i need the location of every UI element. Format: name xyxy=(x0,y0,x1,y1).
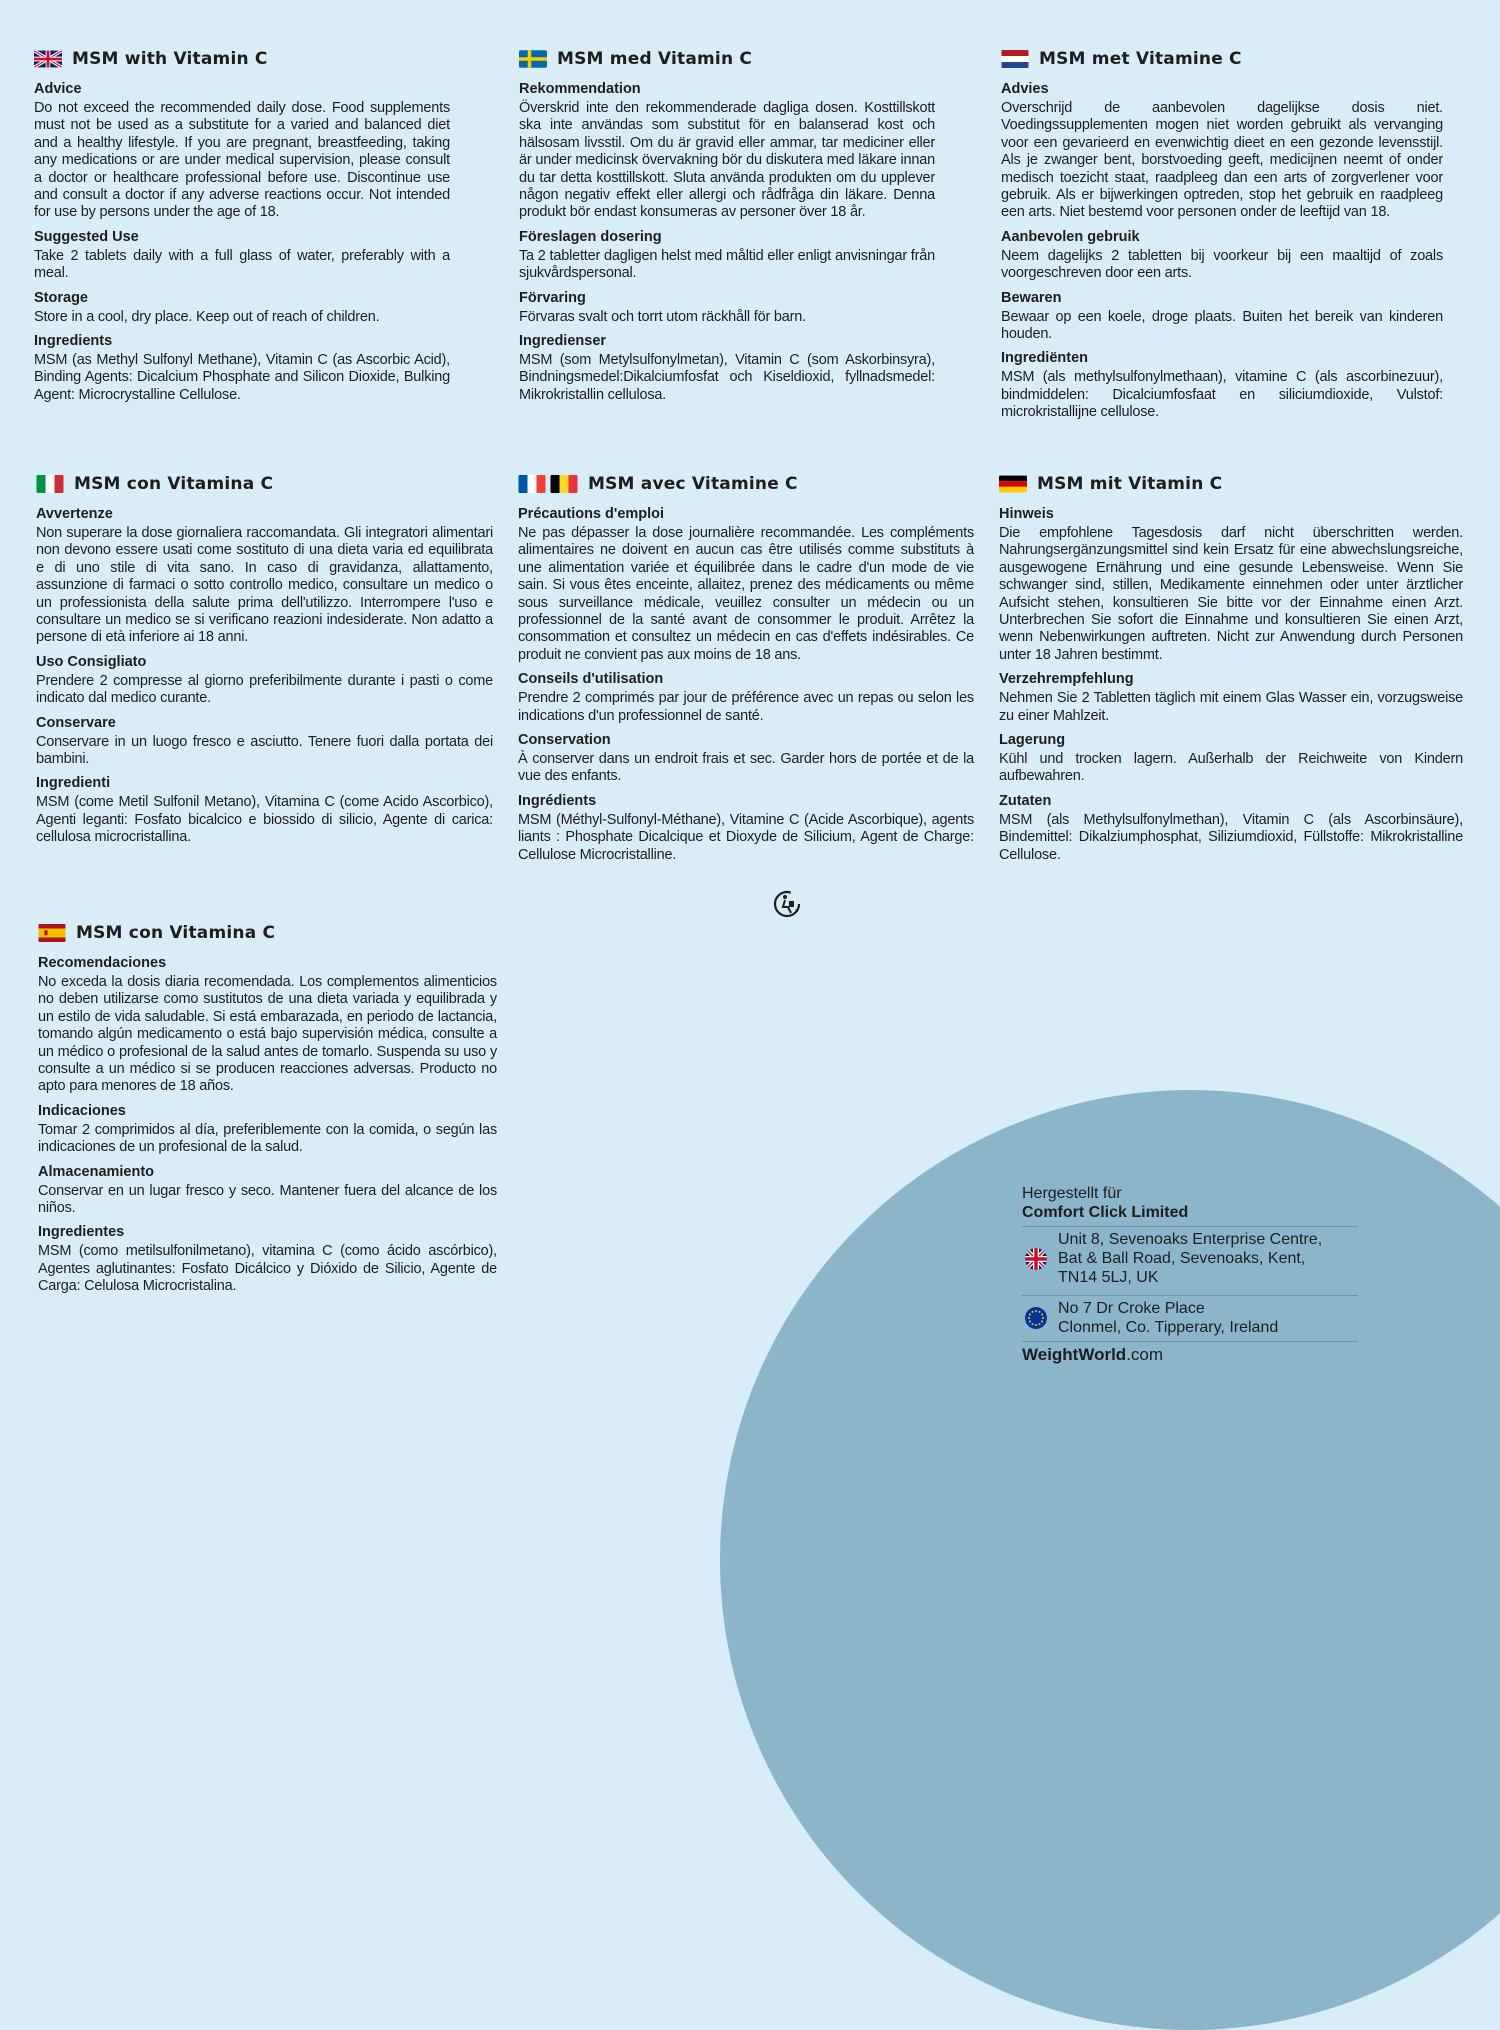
section-text: Neem dagelijks 2 tabletten bij voorkeur bij een maaltijd of zoals voorgeschreven door een arts. xyxy=(1001,247,1443,282)
section-heading: Ingredientes xyxy=(38,1224,125,1241)
spain-flag-icon xyxy=(38,924,66,942)
section-advice xyxy=(999,505,1463,664)
section-suggested-use xyxy=(999,670,1463,725)
section-suggested-use xyxy=(36,653,493,708)
block-title xyxy=(999,473,1463,495)
section-heading: Indicaciones xyxy=(38,1102,126,1119)
address-line: Clonmel, Co. Tipperary, Ireland xyxy=(1058,1319,1279,1336)
section-advice xyxy=(38,954,497,1096)
section-text: Ta 2 tabletter dagligen helst med måltid eller enligt anvisningar från sjukvårdspersonal. xyxy=(519,247,935,282)
section-heading: Uso Consigliato xyxy=(36,653,147,670)
section-text: Overschrijd de aanbevolen dagelijkse dosis niet. Voedingssupplementen mogen niet worden gebruikt als vervanging voor een gevarieerd en evenwichtig dieet en een gezonde levensstijl. Als je zwanger bent, borstvoeding geeft, medicijnen neemt of onder medisch toezicht staat, raadpleeg dan een arts of zorgverlener voor gebruik. Als er bijwerkingen optreden, stop het gebruik en raadpleeg een arts. Niet bestemd voor personen onder de leeftijd van 18. xyxy=(1001,100,1443,221)
section-text: Non superare la dose giornaliera raccomandata. Gli integratori alimentari non devono essere usati come sostituto di una dieta varia ed equilibrata e di uno stile di vita sano. In caso di gravidanza, allattamento, assunzione di farmaci o sotto controllo medico, consultare un medico o un professionista della salute prima dell'utilizzo. Interrompere l'uso e consultare un medico se si verificano reazioni indesiderate. Non adatto a persone di età inferiore ai 18 anni. xyxy=(36,525,493,646)
section-advice xyxy=(34,80,450,222)
section-text: Förvaras svalt och torrt utom räckhåll för barn. xyxy=(519,308,806,325)
section-text: Conservare in un luogo fresco e asciutto. Tenere fuori dalla portata dei bambini. xyxy=(36,733,493,768)
section-ingredients xyxy=(1001,349,1443,421)
section-text: Store in a cool, dry place. Keep out of reach of children. xyxy=(34,308,380,325)
section-suggested-use xyxy=(1001,228,1443,283)
section-text: Prendre 2 comprimés par jour de préférence avec un repas ou selon les indications d'un professionnel de santé. xyxy=(518,690,974,724)
block-title-text: MSM med Vitamin C xyxy=(557,49,753,69)
address-line: TN14 5LJ, UK xyxy=(1058,1269,1159,1286)
website-tld: .com xyxy=(1126,1345,1164,1364)
section-heading: Ingredients xyxy=(34,333,113,350)
manufacturer-info xyxy=(1022,1184,1358,1364)
section-text: MSM (como metilsulfonilmetano), vitamina C (como ácido ascórbico), Agentes aglutinantes: Fosfato Dicálcico y Dióxido de Silicio, Agente de Carga: Celulosa Microcristalina. xyxy=(38,1243,497,1295)
uk-address xyxy=(1022,1226,1358,1289)
france-flag-icon xyxy=(518,475,546,493)
block-title-text: MSM with Vitamin C xyxy=(72,49,268,69)
address-line: No 7 Dr Croke Place xyxy=(1058,1300,1205,1317)
section-heading: Almacenamiento xyxy=(38,1163,155,1180)
section-suggested-use xyxy=(519,228,935,283)
section-text: MSM (come Metil Sulfonil Metano), Vitamina C (come Acido Ascorbico), Agenti leganti: Fosfato bicalcico e biossido di silicio, Agente di carica: cellulosa microcristallina. xyxy=(36,794,493,846)
section-storage xyxy=(34,289,450,326)
section-heading: Ingrediënten xyxy=(1001,350,1089,367)
section-storage xyxy=(36,714,493,769)
section-heading: Zutaten xyxy=(999,792,1052,809)
section-text: Die empfohlene Tagesdosis darf nicht überschritten werden. Nahrungsergänzungsmittel sind kein Ersatz für eine abwechslungsreiche, ausgewogene Ernährung und eine gesunde Lebensweise. Wenn Sie schwanger sind, stillen, Medikamente einnehmen oder unter ärztlicher Aufsicht stehen, konsultieren Sie bitte vor der Einnahme einen Arzt. Unterbrechen Sie sofort die Einnahme und konsultieren Sie einen Arzt, wenn Nebenwirkungen auftreten. Nicht zur Anwendung durch Personen unter 18 Jahren bestimmt. xyxy=(999,525,1463,663)
section-heading: Recomendaciones xyxy=(38,955,167,971)
section-suggested-use xyxy=(518,670,974,725)
section-text: Take 2 tablets daily with a full glass of water, preferably with a meal. xyxy=(34,247,450,282)
section-text: Do not exceed the recommended daily dose. Food supplements must not be used as a substitute for a varied and balanced diet and a healthy lifestyle. If you are pregnant, breastfeeding, taking any medications or are under medical supervision, please consult a doctor or healthcare professional before use. Discontinue use and consult a doctor if any adverse reactions occur. Not intended for use by persons under the age of 18. xyxy=(34,100,450,221)
block-title-text: MSM met Vitamine C xyxy=(1039,49,1242,69)
uk-flag-icon xyxy=(1024,1247,1048,1271)
block-french xyxy=(518,473,974,864)
section-heading: Ingredienti xyxy=(36,775,111,792)
section-heading: Hinweis xyxy=(999,506,1054,522)
section-advice xyxy=(519,80,935,222)
section-text: MSM (als Methylsulfonylmethan), Vitamin C (als Ascorbinsäure), Bindemittel: Dikalziumphosphat, Siliziumdioxid, Füllstoffe: Mikrokristalline Cellulose. xyxy=(999,811,1463,863)
address-line: Bat & Ball Road, Sevenoaks, Kent, xyxy=(1058,1250,1306,1267)
section-storage xyxy=(38,1163,497,1218)
made-for-label: Hergestellt für xyxy=(1022,1185,1122,1202)
section-heading: Conservare xyxy=(36,714,116,731)
block-title xyxy=(518,473,974,495)
section-heading: Précautions d'emploi xyxy=(518,506,665,522)
block-title xyxy=(36,473,493,495)
section-storage xyxy=(519,289,935,326)
section-suggested-use xyxy=(34,228,450,283)
section-storage xyxy=(1001,289,1443,344)
section-heading: Aanbevolen gebruik xyxy=(1001,228,1140,245)
section-text: Ne pas dépasser la dose journalière recommandée. Les compléments alimentaires ne doivent en aucun cas être utilisés comme substituts à une alimentation variée et équilibrée dans le cadre d'un mode de vie sain. Si vous êtes enceinte, allaitez, prenez des médicaments ou même sous surveillance médicale, veuillez consulter un médecin ou un professionnel de la santé avant de consommer le produit. Arrêtez la consommation et consultez un médecin en cas d'effets indésirables. Ce produit ne convient pas aux moins de 18 ans. xyxy=(518,525,974,663)
section-heading: Advice xyxy=(34,81,82,97)
block-title xyxy=(1001,48,1443,70)
section-heading: Conservation xyxy=(518,732,611,749)
section-ingredients xyxy=(34,332,450,404)
netherlands-flag-icon xyxy=(1001,50,1029,68)
section-text: Kühl und trocken lagern. Außerhalb der Reichweite von Kindern aufbewahren. xyxy=(999,751,1463,785)
section-heading: Bewaren xyxy=(1001,289,1062,306)
block-title-text: MSM con Vitamina C xyxy=(76,923,276,943)
section-text: Bewaar op een koele, droge plaats. Buiten het bereik van kinderen houden. xyxy=(1001,308,1443,343)
section-heading: Verzehrempfehlung xyxy=(999,671,1134,688)
section-ingredients xyxy=(38,1223,497,1295)
italy-flag-icon xyxy=(36,475,64,493)
section-text: Tomar 2 comprimidos al día, preferiblemente con la comida, o según las indicaciones de un profesional de la salud. xyxy=(38,1121,497,1156)
section-heading: Föreslagen dosering xyxy=(519,228,662,245)
block-title-text: MSM avec Vitamine C xyxy=(588,474,798,494)
section-advice xyxy=(1001,80,1443,222)
block-title-text: MSM con Vitamina C xyxy=(74,474,274,494)
section-text: No exceda la dosis diaria recomendada. Los complementos alimenticios no deben utilizarse como sustitutos de una dieta variada y equilibrada y un estilo de vida saludable. Si está embarazada, en periodo de lactancia, tomando algún medicamento o está bajo supervisión médica, consulte a un médico o profesional de la salud antes de tomarlo. Suspenda su uso y consulte a un médico si se producen reacciones adversas. Producto no apto para menores de 18 años. xyxy=(38,974,497,1095)
section-heading: Avvertenze xyxy=(36,506,113,522)
section-text: MSM (als methylsulfonylmethaan), vitamine C (als ascorbinezuur), bindmiddelen: Dicalciumfosfaat en siliciumdioxide, Vulstof: microkristallijne cellulose. xyxy=(1001,369,1443,421)
section-advice xyxy=(36,505,493,647)
section-heading: Förvaring xyxy=(519,289,586,306)
block-dutch xyxy=(1001,48,1443,422)
section-ingredients xyxy=(519,332,935,404)
section-heading: Suggested Use xyxy=(34,228,139,245)
section-text: Nehmen Sie 2 Tabletten täglich mit einem Glas Wasser ein, vorzugsweise zu einer Mahlzeit. xyxy=(999,690,1463,724)
section-heading: Storage xyxy=(34,289,88,306)
section-ingredients xyxy=(36,774,493,846)
website-brand: WeightWorld xyxy=(1022,1345,1127,1364)
company-name: Comfort Click Limited xyxy=(1022,1204,1189,1221)
section-heading: Rekommendation xyxy=(519,81,641,97)
block-title xyxy=(34,48,450,70)
belgium-flag-icon xyxy=(550,475,578,493)
section-ingredients xyxy=(518,792,974,864)
germany-flag-icon xyxy=(999,475,1027,493)
section-suggested-use xyxy=(38,1102,497,1157)
block-title-text: MSM mit Vitamin C xyxy=(1037,474,1223,494)
section-text: Conservar en un lugar fresco y seco. Mantener fuera del alcance de los niños. xyxy=(38,1182,497,1217)
address-line: Unit 8, Sevenoaks Enterprise Centre, xyxy=(1058,1231,1323,1248)
block-italian xyxy=(36,473,493,847)
section-ingredients xyxy=(999,792,1463,864)
section-heading: Lagerung xyxy=(999,732,1066,749)
eu-flag-icon xyxy=(1024,1306,1048,1330)
sweden-flag-icon xyxy=(519,50,547,68)
block-swedish xyxy=(519,48,935,404)
section-heading: Ingredienser xyxy=(519,333,607,350)
block-title xyxy=(519,48,935,70)
section-text: À conserver dans un endroit frais et sec. Garder hors de portée et de la vue des enfants. xyxy=(518,751,974,785)
website[interactable] xyxy=(1022,1341,1358,1364)
section-text: MSM (som Metylsulfonylmetan), Vitamin C (som Askorbinsyra), Bindningsmedel:Dikalciumfosfat och Kiseldioxid, fyllnadsmedel: Mikrokristallin cellulosa. xyxy=(519,352,935,403)
block-spanish xyxy=(38,922,497,1296)
section-heading: Advies xyxy=(1001,81,1049,97)
section-text: Prendere 2 compresse al giorno preferibilmente durante i pasti o come indicato dal medico curante. xyxy=(36,672,493,707)
section-advice xyxy=(518,505,974,664)
section-heading: Ingrédients xyxy=(518,792,597,809)
block-english xyxy=(34,48,450,404)
uk-flag-icon xyxy=(34,50,62,68)
section-storage xyxy=(999,731,1463,786)
eu-address xyxy=(1022,1295,1358,1339)
section-text: MSM (as Methyl Sulfonyl Methane), Vitamin C (as Ascorbic Acid), Binding Agents: Dicalcium Phosphate and Silicon Dioxide, Bulking Agent: Microcrystalline Cellulose. xyxy=(34,352,450,403)
recycle-icon xyxy=(772,890,802,918)
section-text: MSM (Méthyl-Sulfonyl-Méthane), Vitamine C (Acide Ascorbique), agents liants : Phosphate Dicalcique et Dioxyde de Silicium, Agent de Charge: Cellulose Microcristalline. xyxy=(518,811,974,863)
block-german xyxy=(999,473,1463,864)
section-storage xyxy=(518,731,974,786)
section-text: Överskrid inte den rekommenderade dagliga dosen. Kosttillskott ska inte användas som substitut för en balanserad kost och hälsosam livsstil. Om du är gravid eller ammar, tar mediciner eller är under medicinsk övervakning bör du diskutera med läkare innan du tar detta kosttillskott. Sluta använda produkten om du upplever någon negativ effekt eller allergi och rådfråga din läkare. Denna produkt bör endast konsumeras av personer över 18 år. xyxy=(519,100,935,221)
section-heading: Conseils d'utilisation xyxy=(518,671,664,688)
block-title xyxy=(38,922,497,944)
